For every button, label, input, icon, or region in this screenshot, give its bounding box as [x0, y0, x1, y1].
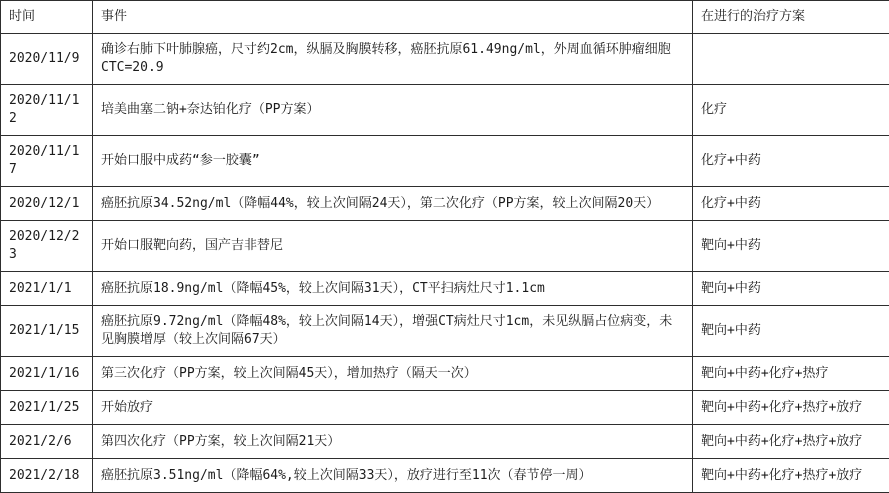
- cell-date[interactable]: 2021/2/6: [1, 425, 93, 459]
- cell-event[interactable]: 开始放疗: [93, 391, 693, 425]
- cell-date[interactable]: 2020/12/23: [1, 221, 93, 272]
- cell-event[interactable]: 开始口服中成药“参一胶囊”: [93, 136, 693, 187]
- cell-date[interactable]: 2020/11/12: [1, 85, 93, 136]
- cell-date[interactable]: 2021/1/16: [1, 357, 93, 391]
- table-header: [1, 1, 889, 34]
- column-header-time[interactable]: 时间: [1, 1, 93, 34]
- cell-treatment-plan[interactable]: 化疗+中药: [693, 187, 889, 221]
- table-row: [1, 391, 889, 425]
- table-row: [1, 34, 889, 85]
- header-row: [1, 1, 889, 34]
- cell-date[interactable]: 2021/1/15: [1, 306, 93, 357]
- cell-treatment-plan[interactable]: 化疗: [693, 85, 889, 136]
- table-row: [1, 459, 889, 493]
- table-row: [1, 85, 889, 136]
- table-row: [1, 272, 889, 306]
- table-row: [1, 425, 889, 459]
- table-body: [1, 34, 889, 493]
- cell-date[interactable]: 2020/11/9: [1, 34, 93, 85]
- cell-date[interactable]: 2020/12/1: [1, 187, 93, 221]
- cell-event[interactable]: 第三次化疗（PP方案，较上次间隔45天），增加热疗（隔天一次）: [93, 357, 693, 391]
- cell-event[interactable]: 癌胚抗原3.51ng/ml（降幅64%,较上次间隔33天），放疗进行至11次（春节停一周）: [93, 459, 693, 493]
- cell-event[interactable]: 癌胚抗原34.52ng/ml（降幅44%，较上次间隔24天），第二次化疗（PP方案，较上次间隔20天）: [93, 187, 693, 221]
- table-row: [1, 136, 889, 187]
- cell-event[interactable]: 培美曲塞二钠+奈达铂化疗（PP方案）: [93, 85, 693, 136]
- cell-event[interactable]: 癌胚抗原18.9ng/ml（降幅45%，较上次间隔31天），CT平扫病灶尺寸1.1cm: [93, 272, 693, 306]
- cell-event[interactable]: 癌胚抗原9.72ng/ml（降幅48%，较上次间隔14天），增强CT病灶尺寸1cm，未见纵膈占位病变，未见胸膜增厚（较上次间隔67天）: [93, 306, 693, 357]
- cell-date[interactable]: 2021/1/1: [1, 272, 93, 306]
- table-row: [1, 221, 889, 272]
- table-row: [1, 306, 889, 357]
- cell-treatment-plan[interactable]: [693, 34, 889, 85]
- table-row: [1, 187, 889, 221]
- cell-treatment-plan[interactable]: 靶向+中药: [693, 306, 889, 357]
- cell-treatment-plan[interactable]: 靶向+中药+化疗+热疗: [693, 357, 889, 391]
- cell-event[interactable]: 确诊右肺下叶肺腺癌，尺寸约2cm，纵膈及胸膜转移，癌胚抗原61.49ng/ml，外周血循环肿瘤细胞CTC=20.9: [93, 34, 693, 85]
- cell-event[interactable]: 第四次化疗（PP方案，较上次间隔21天）: [93, 425, 693, 459]
- cell-date[interactable]: 2020/11/17: [1, 136, 93, 187]
- table-row: [1, 357, 889, 391]
- cell-treatment-plan[interactable]: 靶向+中药+化疗+热疗+放疗: [693, 391, 889, 425]
- cell-treatment-plan[interactable]: 化疗+中药: [693, 136, 889, 187]
- cell-treatment-plan[interactable]: 靶向+中药: [693, 272, 889, 306]
- cell-treatment-plan[interactable]: 靶向+中药: [693, 221, 889, 272]
- column-header-event[interactable]: 事件: [93, 1, 693, 34]
- cell-event[interactable]: 开始口服靶向药，国产吉非替尼: [93, 221, 693, 272]
- cell-date[interactable]: 2021/1/25: [1, 391, 93, 425]
- cell-treatment-plan[interactable]: 靶向+中药+化疗+热疗+放疗: [693, 459, 889, 493]
- cell-treatment-plan[interactable]: 靶向+中药+化疗+热疗+放疗: [693, 425, 889, 459]
- column-header-treatment-plan[interactable]: 在进行的治疗方案: [693, 1, 889, 34]
- cell-date[interactable]: 2021/2/18: [1, 459, 93, 493]
